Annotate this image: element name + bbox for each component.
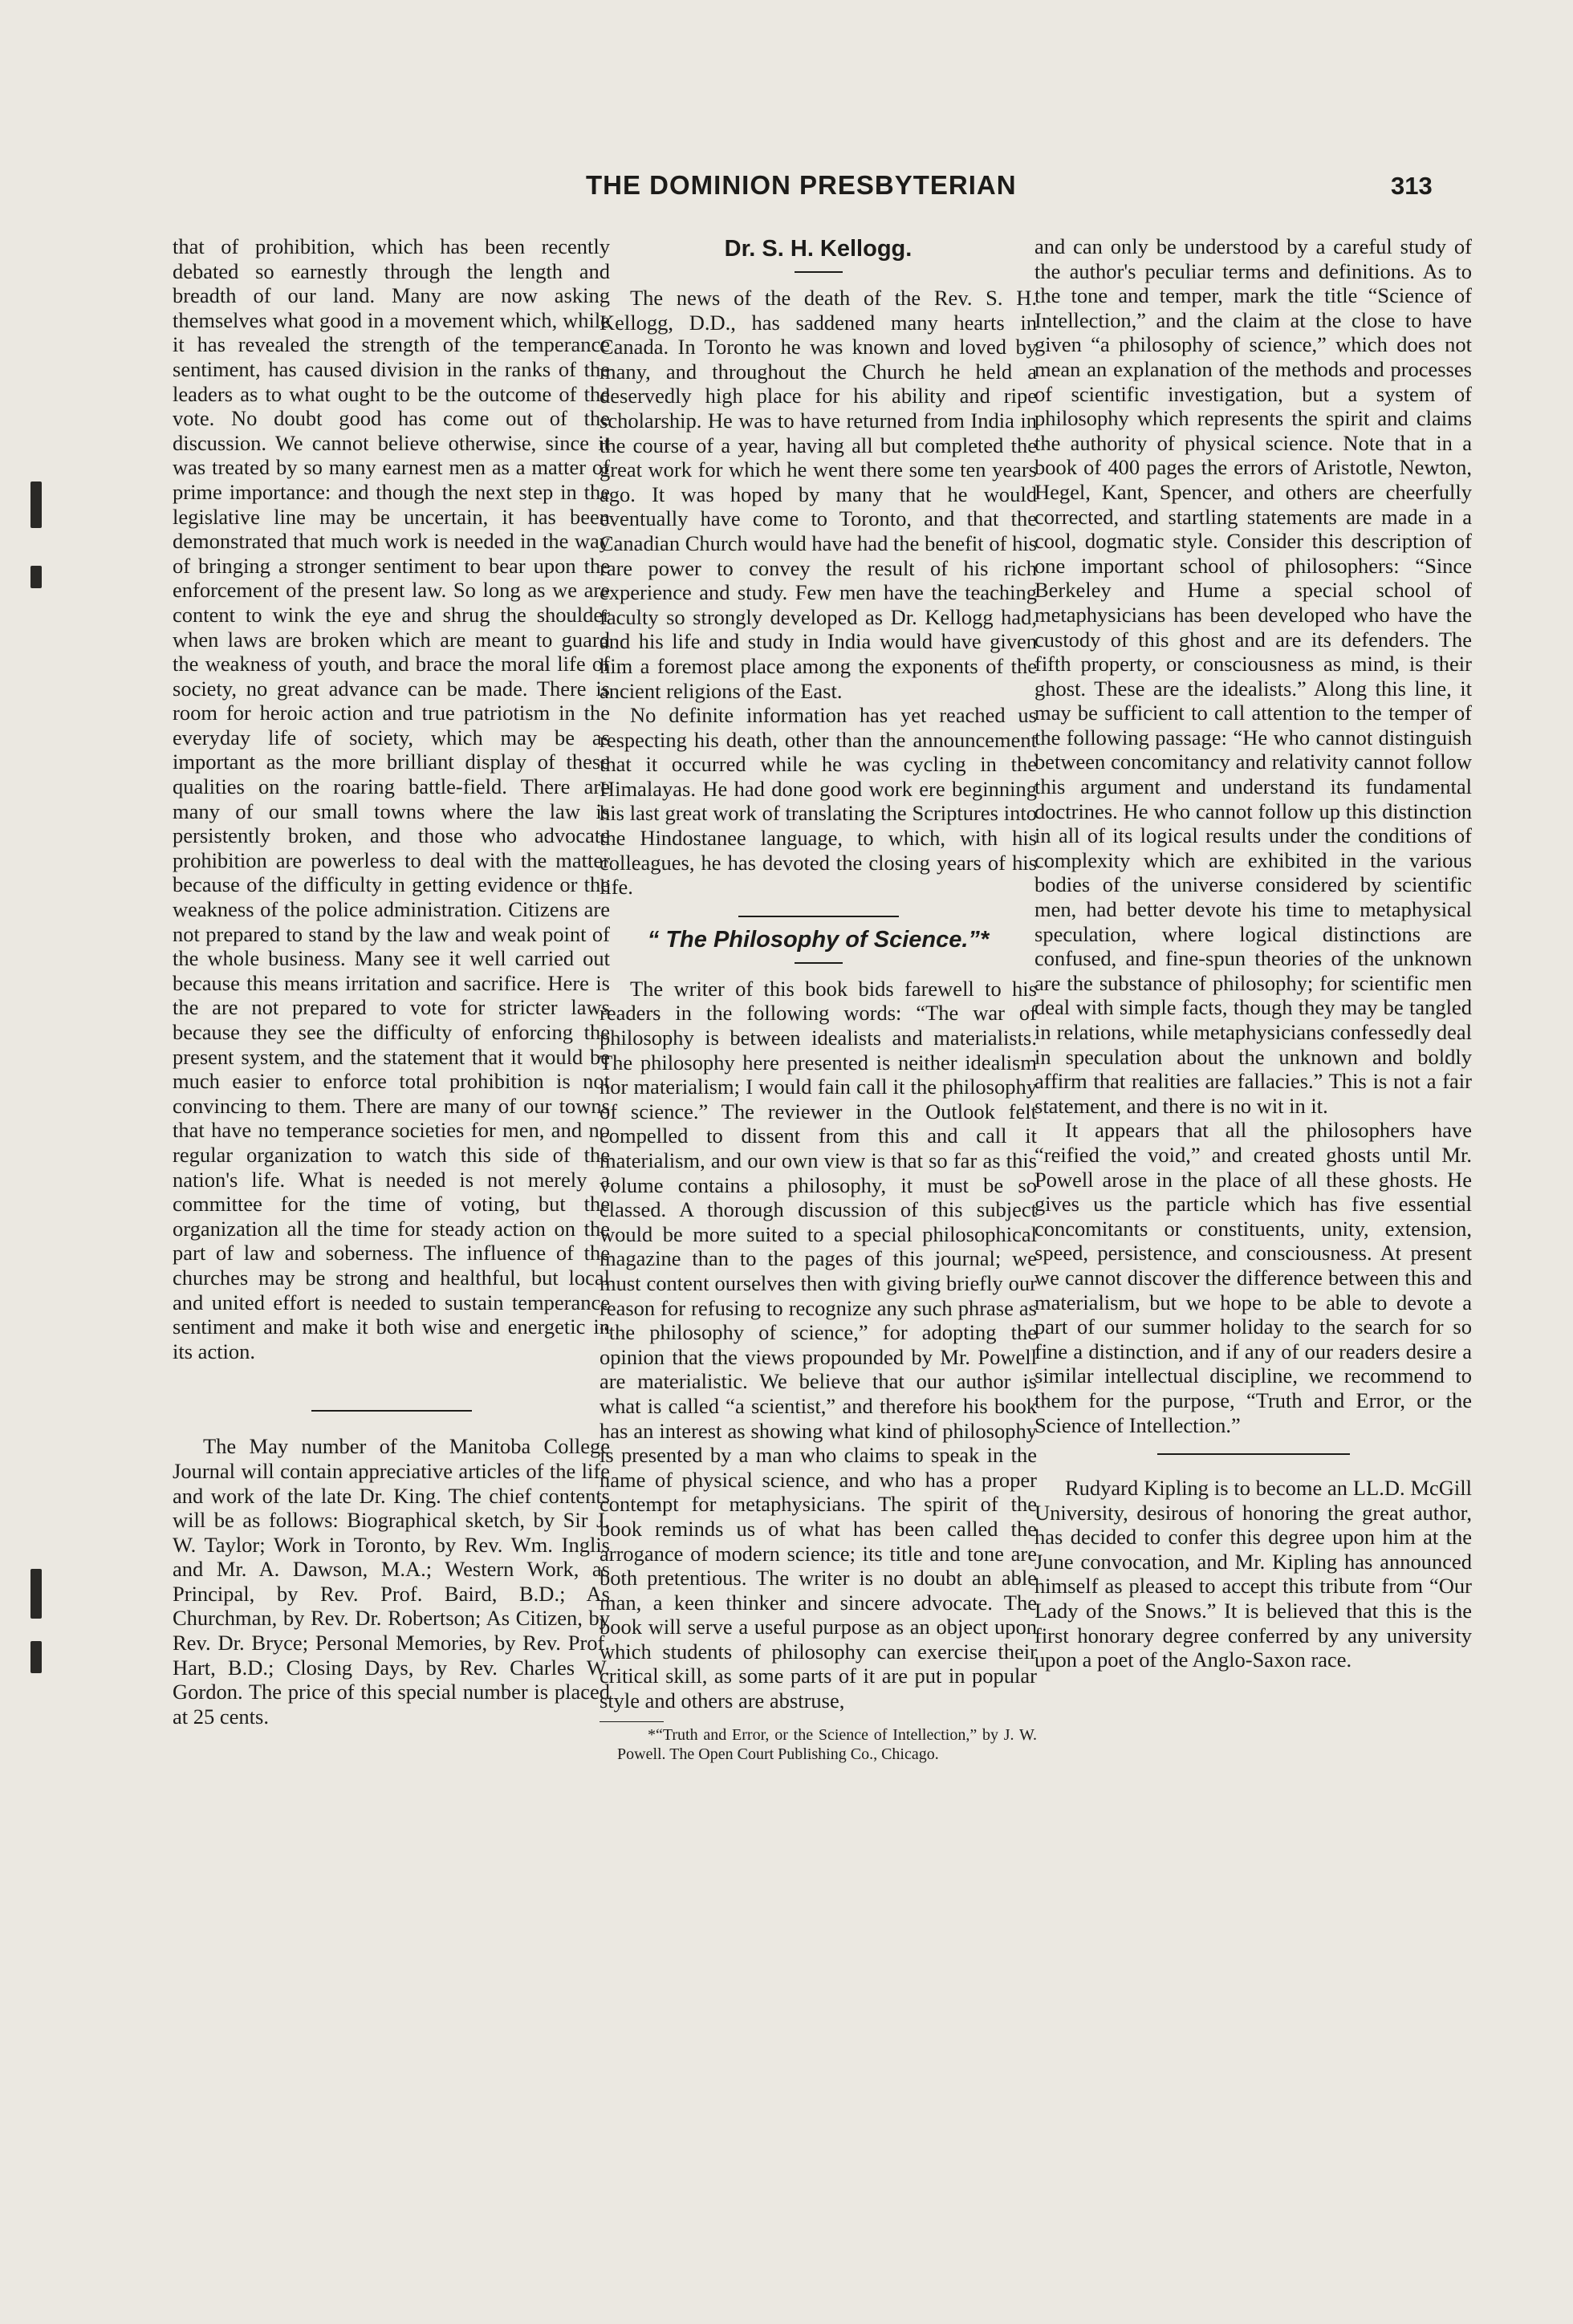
prohibition-article: that of prohibition, which has been recently debated so earnestly through the length and breadth of our land. Many are now asking themselves what good in a movement which, while it has revealed the strength of the temperance sentiment, has caused division in the ranks of the leaders as to what ought to be the outcome of the vote. No doubt good has come out of the discussion. We cannot believe otherwise, since it was treated by so many earnest men as a matter of prime importance: and though the next step in the legislative line may be uncertain, it has been demonstrated that much work is needed in the way of bringing a stronger sentiment to bear upon the enforcement of the present law. So long as we are content to wink the eye and shrug the shoulder when laws are broken which are meant to guard the weakness of youth, and brace the moral life of society, no great advance can be made. There is room for heroic action and true patriotism in the everyday life of society, which may be as important as the more brilliant display of these qualities on the roaring battle-field. There are many of our small towns where the law is persistently broken, and those who advocate prohibition are powerless to deal with the matter because of the difficulty in getting evidence or the weakness of the police administration. Citizens are not prepared to stand by the law and weak point of the whole business. Many see it well carried out because this means irritation and sacrifice. Here is the are not prepared to vote for stricter laws because they see the difficulty of enforcing the present system, and the statement that it would be much easier to enforce total prohibition is not convincing to them. There are many of our towns that have no temperance societies for men, and no regular organization to watch this side of the nation's life. What is needed is not merely a committee for the time of voting, but the organization all the time for steady action on the part of law and soberness. The influence of the churches may be strong and healthful, but local and united effort is needed to sustain temperance sentiment and make it both wise and energetic in its action. bbox=[173, 234, 610, 1363]
heading-rule bbox=[795, 962, 843, 964]
margin-mark bbox=[30, 1569, 42, 1619]
kellogg-para-2: No definite information has yet reached us respecting his death, other than the announcement that it occurred while he was cycling in the Himalayas. He had done good work ere beginning his last great work of translating the Scriptures into the Hindostanee language, to which, with his colleagues, he has devoted the closing years of his life. bbox=[600, 703, 1037, 900]
margin-mark bbox=[30, 566, 42, 588]
heading-rule bbox=[795, 271, 843, 273]
column-middle bbox=[600, 234, 1037, 2273]
margin-mark bbox=[30, 481, 42, 528]
kellogg-para-1: The news of the death of the Rev. S. H. Kellogg, D.D., has saddened many hearts in Canada. In Toronto he was known and loved by many, and throughout the Church he held a deservedly high place for his ability and ripe scholarship. He was to have returned from India in the course of a year, having all but completed the great work for which he went there some ten years ago. It was hoped by many that he would eventually have come to Toronto, and that the Canadian Church would have had the benefit of his rare power to convey the result of his rich experience and study. Few men have the teaching faculty so strongly developed as Dr. Kellogg had, and his life and study in India would have given him a foremost place among the exponents of the ancient religions of the East. bbox=[600, 286, 1037, 703]
page-header bbox=[0, 170, 1573, 210]
column-right bbox=[1034, 234, 1472, 2273]
philosophy-review-conclusion: It appears that all the philosophers have “reified the void,” and created ghosts until Mr. Powell arose in the place of all these ghosts. He gives us the particle which has five essential concomitants or constituents, unity, extension, speed, persistence, and consciousness. At present we cannot discover the difference between this and materialism, but we hope to be able to devote a part of our summer holiday to the search for so fine a distinction, and if any of our readers desire a similar intellectual discipline, we recommend to them for the purpose, “Truth and Error, or the Science of Intellection.” bbox=[1034, 1118, 1472, 1437]
section-divider bbox=[1157, 1453, 1350, 1455]
publication-title: THE DOMINION PRESBYTERIAN bbox=[586, 170, 1017, 200]
section-divider bbox=[311, 1410, 472, 1412]
manitoba-journal-note: The May number of the Manitoba College Journal will contain appreciative articles of the life and work of the late Dr. King. The chief contents will be as follows: Biographical sketch, by Sir J. W. Taylor; Work in Toronto, by Rev. Wm. Inglis and Mr. A. Dawson, M.A.; Western Work, as Principal, by Rev. Prof. Baird, B.D.; As Churchman, by Rev. Dr. Robertson; As Citizen, by Rev. Dr. Bryce; Personal Memories, by Rev. Prof. Hart, B.D.; Closing Days, by Rev. Charles W. Gordon. The price of this special number is placed at 25 cents. bbox=[173, 1434, 610, 1729]
footnote: *“Truth and Error, or the Science of Intellection,” by J. W. Powell. The Open Court Publishing Co., Chicago. bbox=[617, 1725, 1037, 1763]
philosophy-heading: “ The Philosophy of Science.”* bbox=[647, 926, 990, 953]
philosophy-review-continued: and can only be understood by a careful study of the author's peculiar terms and definitions. As to the tone and temper, mark the title “Science of Intellection,” and the claim at the close to have given “a philosophy of science,” which does not mean an explanation of the methods and processes of scientific investigation, but a system of philosophy which represents the spirit and claims the authority of physical science. Note that in a book of 400 pages the errors of Aristotle, Newton, Hegel, Kant, Spencer, and others are cheerfully corrected, and startling statements are made in a cool, dogmatic style. Consider this description of one important school of philosophers: “Since Berkeley and Hume a special school of metaphysicians has been developed who have the custody of this ghost and are its defenders. The fifth property, or consciousness as mind, is their ghost. These are the idealists.” Along this line, it may be sufficient to call attention to the temper of the following passage: “He who cannot distinguish between concomitancy and relativity cannot follow this argument and understand its fundamental doctrines. He who cannot follow up this distinction in all of its logical results under the conditions of complexity which are exhibited in the various bodies of the universe considered by scientific men, had better devote his time to metaphysical speculation, where logical distinctions are confused, and fine-spun theories of the unknown are the substance of philosophy; for scientific men deal with simple facts, though they may be tangled in relations, while metaphysicians confessedly deal in speculation about the unknown and boldly affirm that realities are fallacies.” This is not a fair statement, and there is no wit in it. bbox=[1034, 234, 1472, 1118]
kellogg-heading: Dr. S. H. Kellogg. bbox=[724, 236, 913, 262]
kipling-note: Rudyard Kipling is to become an LL.D. McGill University, desirous of honoring the great author, has decided to confer this degree upon him at the June convocation, and Mr. Kipling has announced himself as pleased to accept this tribute from “Our Lady of the Snows.” It is believed that this is the first honorary degree conferred by any university upon a poet of the Anglo-Saxon race. bbox=[1034, 1476, 1472, 1672]
footnote-rule bbox=[600, 1721, 664, 1722]
column-left bbox=[173, 234, 610, 2273]
philosophy-review: The writer of this book bids farewell to his readers in the following words: “The war of philosophy is between idealists and materialists. The philosophy here presented is neither idealism nor materialism; I would fain call it the philosophy of science.” The reviewer in the Outlook felt compelled to dissent from this and call it materialism, and our own view is that so far as this volume contains a philosophy, it must be so classed. A thorough discussion of this subject would be more suited to a special philosophical magazine than to the pages of this journal; we must content ourselves then with giving briefly our reason for refusing to recognize any such phrase as “the philosophy of science,” for adopting the opinion that the views propounded by Mr. Powell are materialistic. We believe that our author is what is called “a scientist,” and therefore his book has an interest as showing what kind of philosophy is presented by a man who claims to speak in the name of physical science, and who has a proper contempt for metaphysicians. The spirit of the book reminds us of what has been called the arrogance of modern science; its title and tone are both pretentious. The writer is no doubt an able man, a keen thinker and sincere advocate. The book will serve a useful purpose as an object upon which students of philosophy can exercise their critical skill, as some parts of it are put in popular style and others are abstruse, bbox=[600, 976, 1037, 1713]
section-divider bbox=[738, 916, 899, 917]
margin-mark bbox=[30, 1641, 42, 1673]
page-number: 313 bbox=[1391, 172, 1433, 200]
